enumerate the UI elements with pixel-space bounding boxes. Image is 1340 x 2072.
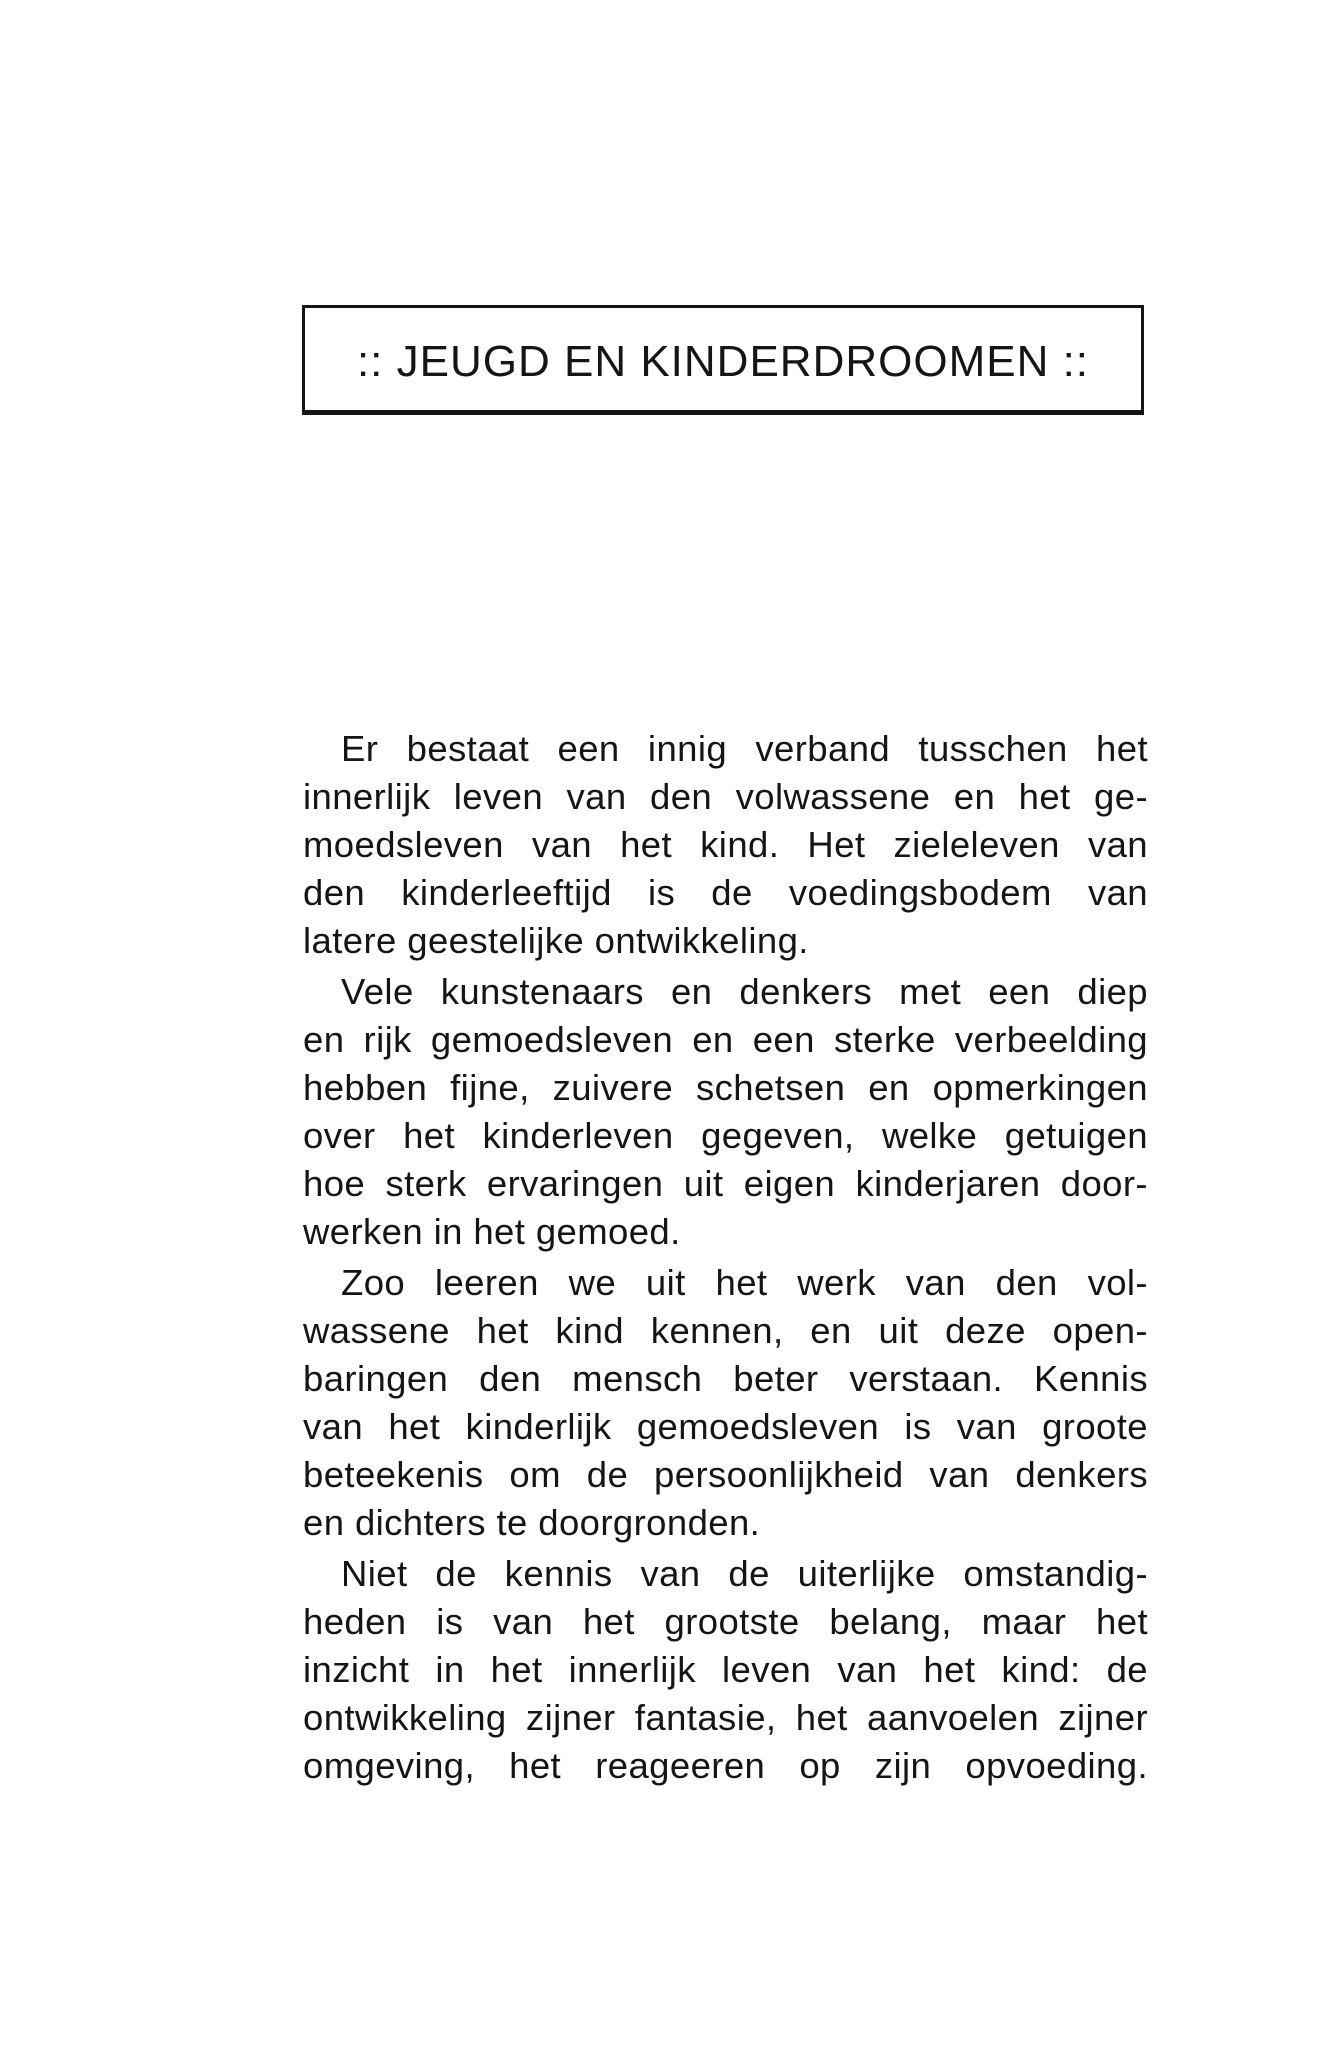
text-line: beteekenis om de persoonlijkheid van denkers — [303, 1454, 1148, 1495]
paragraph-2 — [303, 968, 1148, 1256]
text-line: heden is van het grootste belang, maar het — [303, 1601, 1148, 1642]
text-line: wassene het kind kennen, en uit deze open- — [303, 1310, 1148, 1351]
text-line: hoe sterk ervaringen uit eigen kinderjaren door- — [303, 1163, 1148, 1204]
text-line: omgeving, het reageeren op zijn opvoeding. — [303, 1745, 1148, 1786]
text-line: en dichters te doorgronden. — [303, 1502, 761, 1543]
text-line: baringen den mensch beter verstaan. Kennis — [303, 1358, 1148, 1399]
text-line: ontwikkeling zijner fantasie, het aanvoelen zijner — [303, 1697, 1148, 1738]
text-line: over het kinderleven gegeven, welke getuigen — [303, 1115, 1148, 1156]
text-line: van het kinderlijk gemoedsleven is van groote — [303, 1406, 1148, 1447]
paragraph-1 — [303, 725, 1148, 965]
paragraph-4 — [303, 1550, 1148, 1790]
text-line: Zoo leeren we uit het werk van den vol- — [341, 1262, 1148, 1303]
text-line: en rijk gemoedsleven en een sterke verbeelding — [303, 1019, 1148, 1060]
chapter-title-box — [302, 305, 1144, 415]
body-text — [303, 725, 1148, 1790]
chapter-title: :: JEUGD EN KINDERDROOMEN :: — [356, 337, 1090, 386]
text-line: den kinderleeftijd is de voedingsbodem van — [303, 872, 1148, 913]
text-line: inzicht in het innerlijk leven van het kind: de — [303, 1649, 1148, 1690]
text-line: werken in het gemoed. — [303, 1211, 681, 1252]
text-line: hebben fijne, zuivere schetsen en opmerkingen — [303, 1067, 1148, 1108]
text-line: Niet de kennis van de uiterlijke omstandig- — [341, 1553, 1148, 1594]
text-line: Er bestaat een innig verband tusschen het — [341, 728, 1148, 769]
text-line: moedsleven van het kind. Het zieleleven van — [303, 824, 1148, 865]
text-line: latere geestelijke ontwikkeling. — [303, 920, 809, 961]
text-line: innerlijk leven van den volwassene en het ge- — [303, 776, 1148, 817]
paragraph-3 — [303, 1259, 1148, 1547]
text-line: Vele kunstenaars en denkers met een diep — [341, 971, 1148, 1012]
